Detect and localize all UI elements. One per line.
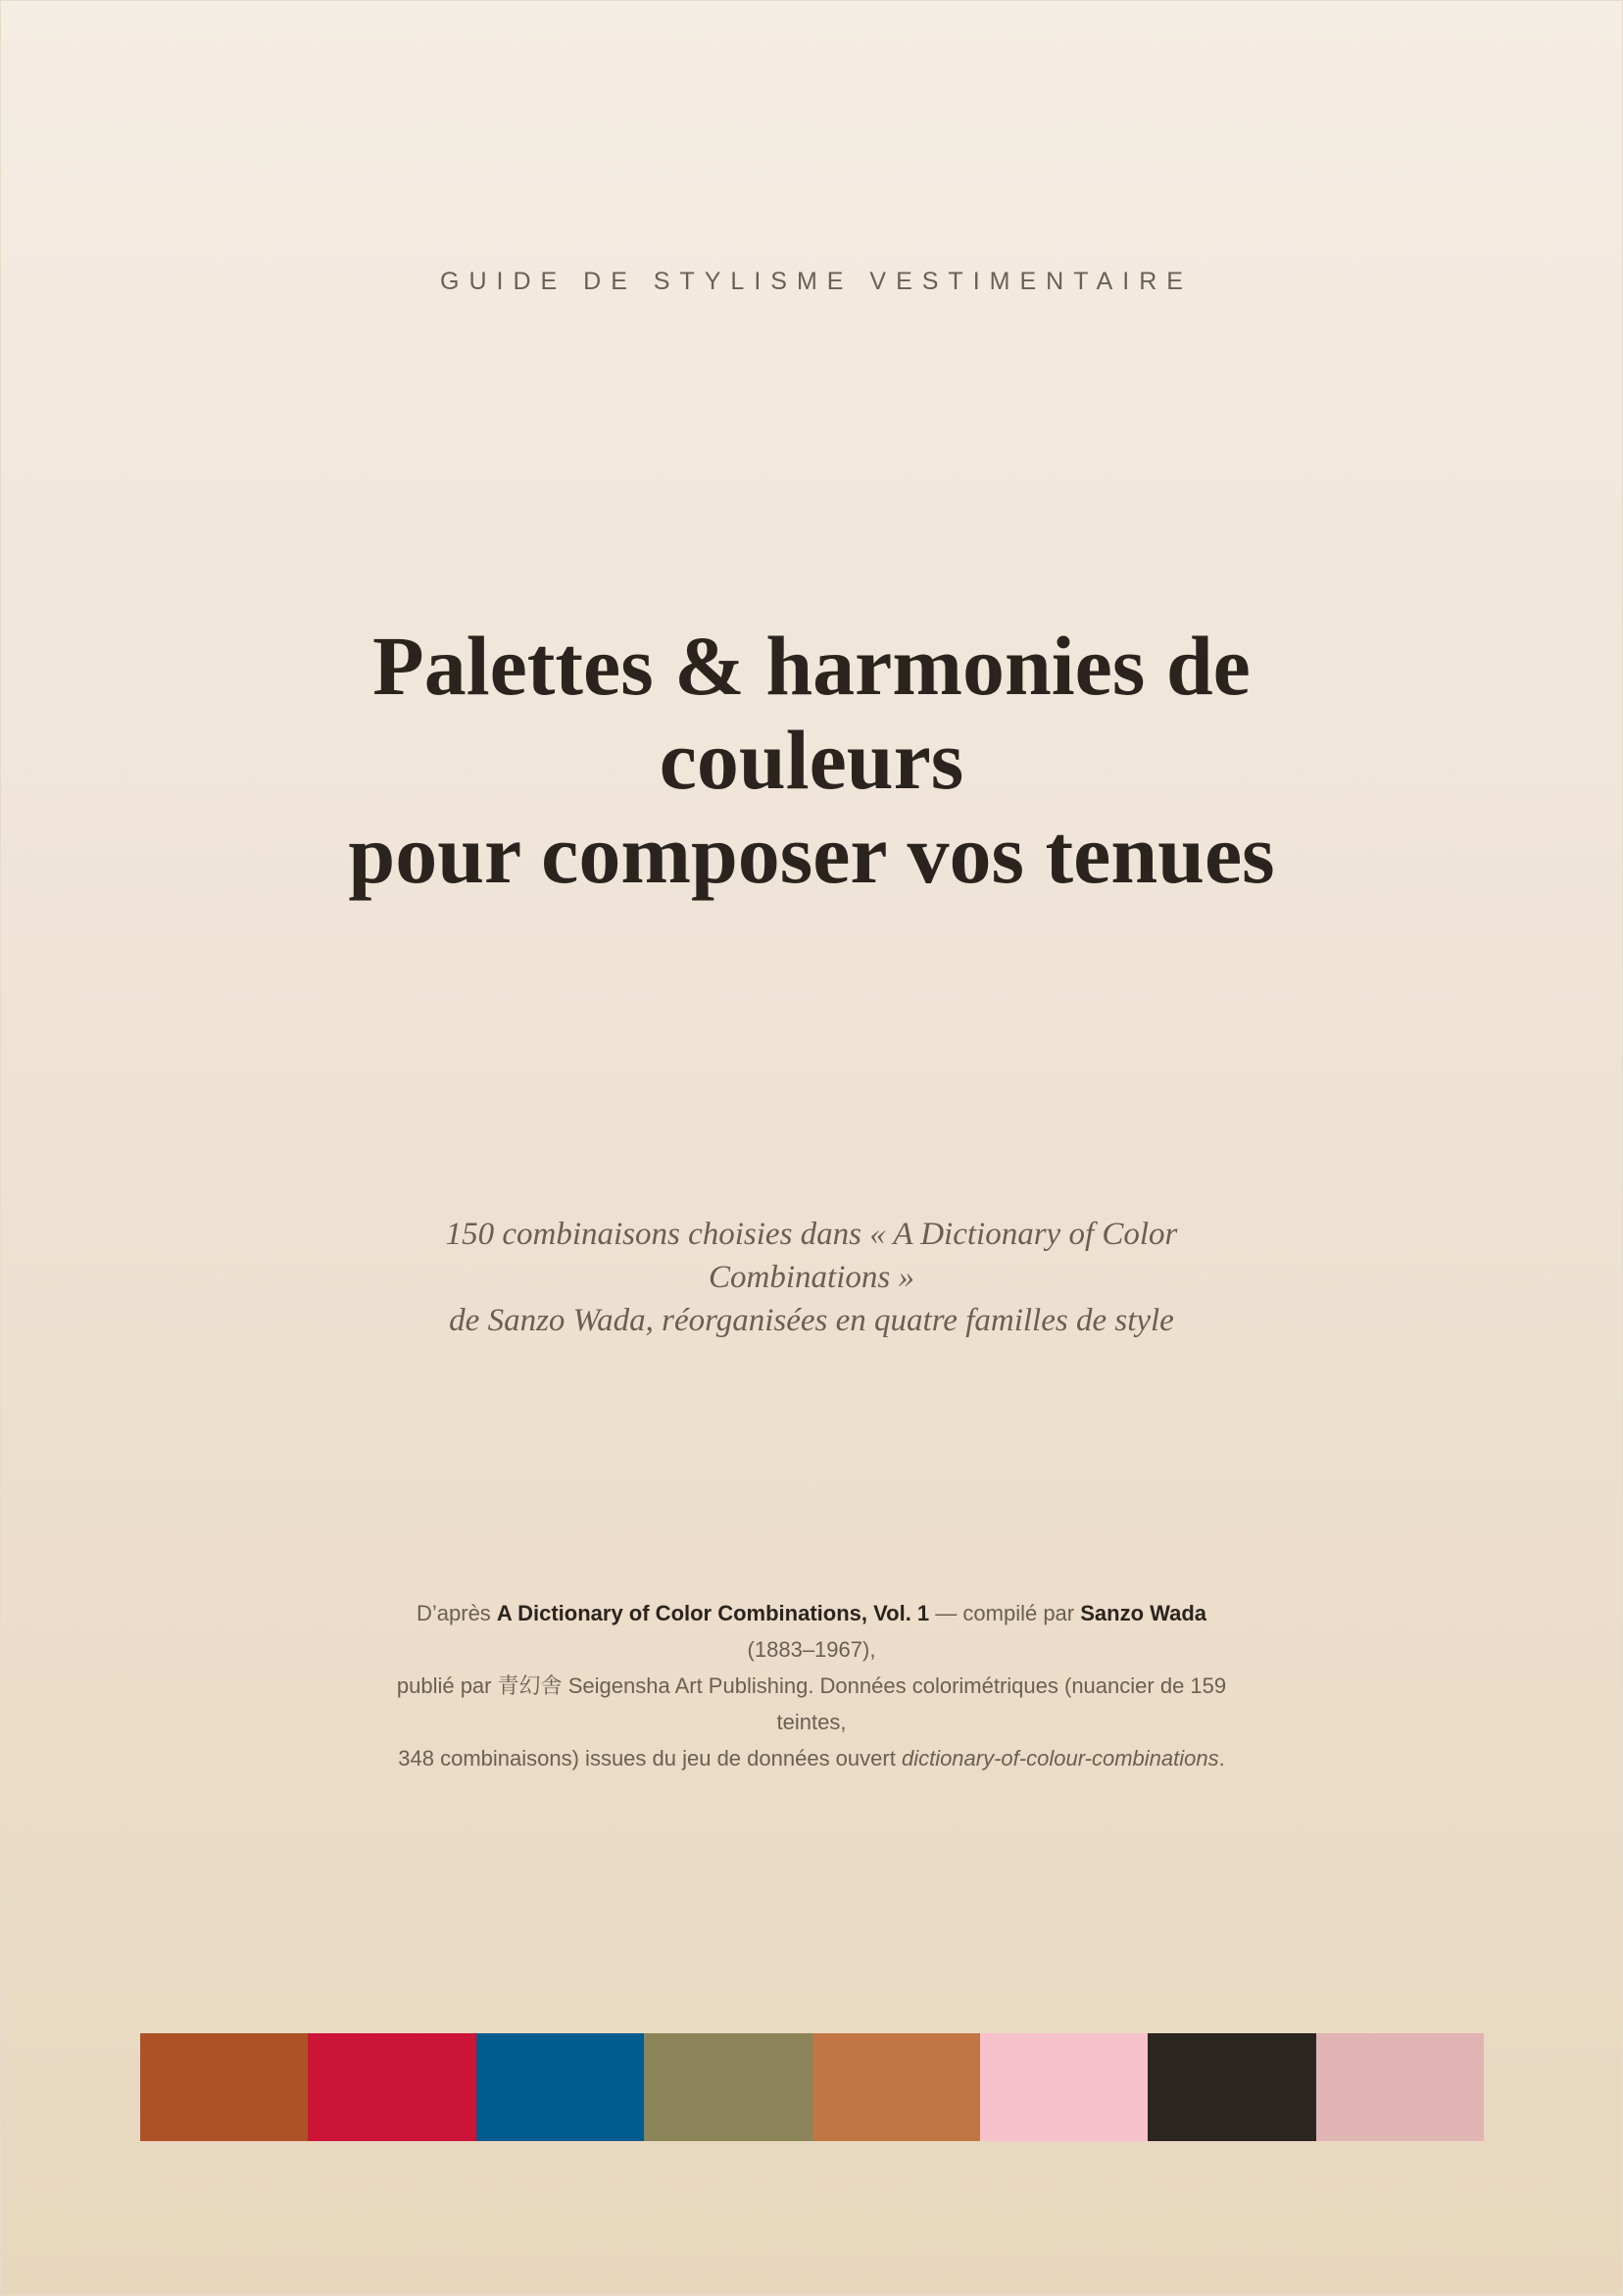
color-swatch-6 bbox=[980, 2033, 1148, 2141]
color-swatch-4 bbox=[644, 2033, 812, 2141]
color-swatch-1 bbox=[140, 2033, 308, 2141]
eyebrow-label: GUIDE DE STYLISME VESTIMENTAIRE bbox=[440, 268, 1193, 295]
credits-line-1 bbox=[381, 1595, 1242, 1668]
color-swatch-3 bbox=[476, 2033, 644, 2141]
color-swatch-strip bbox=[140, 2033, 1484, 2141]
credits-line-3 bbox=[381, 1740, 1242, 1776]
title-line-2: pour composer vos tenues bbox=[348, 807, 1275, 901]
credits-dataset-name: dictionary-of-colour-combinations bbox=[901, 1746, 1219, 1771]
credits-dates: (1883–1967), bbox=[747, 1637, 876, 1662]
page-title bbox=[295, 619, 1328, 901]
credits-line-3-suffix: . bbox=[1218, 1746, 1225, 1771]
title-line-1: Palettes & harmonies de couleurs bbox=[372, 619, 1251, 807]
subtitle bbox=[393, 1213, 1230, 1342]
credits-book-title: A Dictionary of Color Combinations, Vol. 1 bbox=[496, 1601, 930, 1625]
credits-line-2: publié par 青幻舎 Seigensha Art Publishing. Données colorimétriques (nuancier de 159 teintes, bbox=[396, 1673, 1227, 1734]
color-swatch-5 bbox=[812, 2033, 980, 2141]
credits-author: Sanzo Wada bbox=[1080, 1601, 1206, 1625]
credits-middle: — compilé par bbox=[929, 1601, 1081, 1625]
color-swatch-8 bbox=[1316, 2033, 1484, 2141]
credits bbox=[381, 1595, 1242, 1776]
subtitle-line-1: 150 combinaisons choisies dans « A Dictionary of Color Combinations » bbox=[445, 1217, 1178, 1295]
subtitle-line-2: de Sanzo Wada, réorganisées en quatre familles de style bbox=[449, 1303, 1174, 1338]
color-swatch-2 bbox=[308, 2033, 475, 2141]
credits-line-3-prefix: 348 combinaisons) issues du jeu de données ouvert bbox=[398, 1746, 902, 1771]
color-swatch-7 bbox=[1148, 2033, 1315, 2141]
credits-prefix: D’après bbox=[417, 1601, 497, 1625]
